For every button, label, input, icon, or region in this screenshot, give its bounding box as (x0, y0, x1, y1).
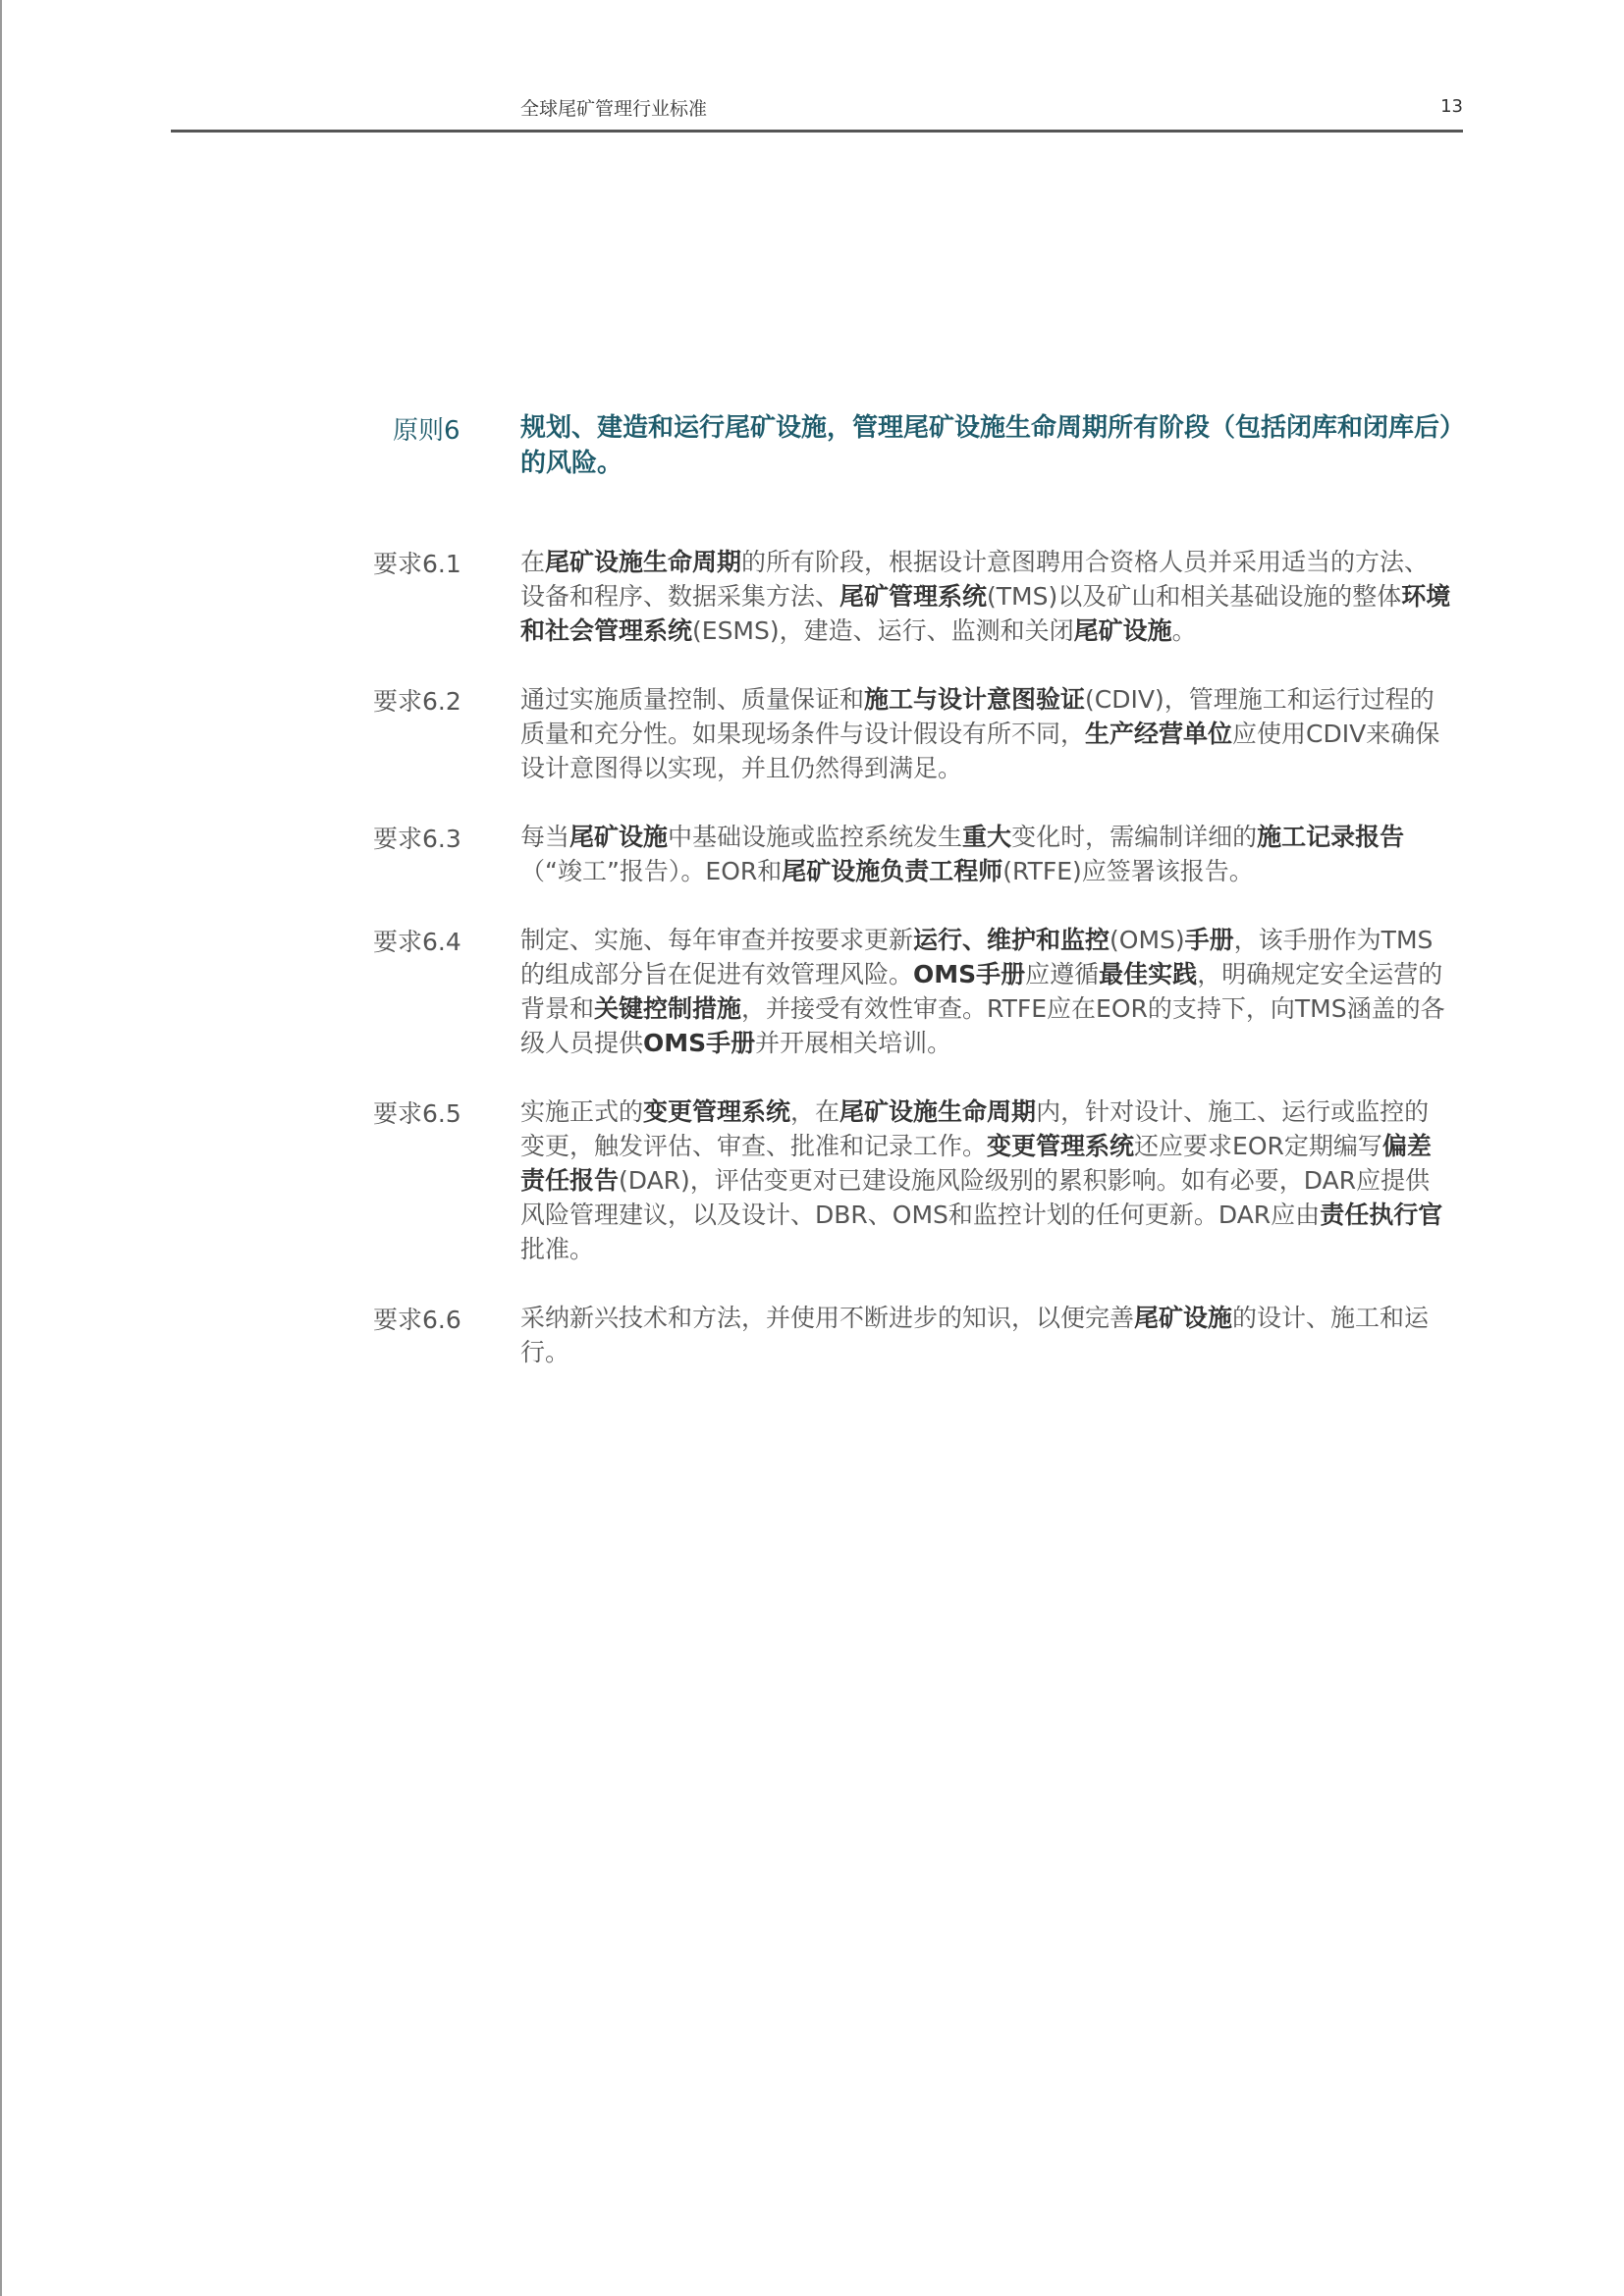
text-run: 变化时，需编制详细的 (1011, 823, 1258, 851)
text-run: 制定、实施、每年审查并按要求更新 (520, 926, 914, 954)
text-run: (CDIV)，管理施工和运行过程的质量和充分性。如果现场条件与设计假设有所不同， (520, 685, 1435, 748)
text-run: (OMS) (1110, 926, 1185, 954)
text-run: （“竣工”报告）。EOR和 (520, 857, 783, 885)
requirement-label: 要求6.5 (373, 1099, 461, 1128)
defined-term: 手册 (1184, 926, 1234, 954)
requirement-text (520, 545, 1453, 648)
text-run: (RTFE)应签署该报告。 (1002, 857, 1254, 885)
requirement-text (520, 1095, 1453, 1266)
text-run: 内，针对设计、施工、运行或监控的变更，触发评估、审查、批准和记录工作。 (520, 1097, 1430, 1160)
defined-term: 偏差责任报告 (520, 1132, 1432, 1195)
text-run: (ESMS)，建造、运行、监测和关闭 (692, 616, 1074, 645)
text-run: 。 (1171, 616, 1197, 645)
defined-term: 变更管理系统 (643, 1097, 791, 1126)
text-run: (TMS)以及矿山和相关基础设施的整体 (987, 582, 1402, 611)
text-run: 每当 (520, 823, 570, 851)
requirement-text (520, 820, 1453, 888)
defined-term: 尾矿设施生命周期 (545, 548, 742, 576)
defined-term: 变更管理系统 (987, 1132, 1135, 1160)
text-run: 实施正式的 (520, 1097, 644, 1126)
requirement-label: 要求6.3 (373, 825, 461, 853)
requirement-label: 要求6.1 (373, 550, 461, 578)
running-title: 全球尾矿管理行业标准 (520, 98, 708, 120)
requirement-text (520, 1301, 1453, 1369)
text-run: 采纳新兴技术和方法，并使用不断进步的知识，以便完善 (520, 1304, 1135, 1332)
defined-term: OMS手册 (643, 1029, 756, 1057)
text-run: 在 (520, 548, 546, 576)
defined-term: OMS手册 (913, 960, 1026, 988)
text-run: 应使用CDIV来确保设计意图得以实现，并且仍然得到满足。 (520, 720, 1440, 782)
defined-term: 尾矿设施 (1134, 1304, 1233, 1332)
defined-term: 最佳实践 (1099, 960, 1198, 988)
requirement-text (520, 923, 1453, 1060)
principle-label: 原则6 (393, 416, 460, 446)
defined-term: 关键控制措施 (594, 994, 742, 1023)
requirement-item (373, 545, 1473, 648)
header-rule (171, 130, 1463, 133)
defined-term: 尾矿设施生命周期 (839, 1097, 1037, 1126)
text-run: 通过实施质量控制、质量保证和 (520, 685, 865, 714)
requirement-item (373, 820, 1473, 888)
defined-term: 责任执行官 (1320, 1201, 1443, 1229)
requirement-label: 要求6.4 (373, 928, 461, 956)
text-run: ，并接受有效性审查。RTFE应在EOR的支持下，向TMS涵盖的各级人员提供 (520, 994, 1445, 1057)
text-run: ，在 (790, 1097, 840, 1126)
defined-term: 环境和社会管理系统 (520, 582, 1451, 645)
page-edge-line (0, 0, 2, 2296)
text-run: 的设计、施工和运行。 (520, 1304, 1430, 1366)
page-header (171, 94, 1463, 133)
defined-term: 重大 (962, 823, 1012, 851)
requirements-list (373, 545, 1473, 1404)
text-run: 应遵循 (1025, 960, 1100, 988)
requirement-text (520, 682, 1453, 785)
requirement-item (373, 1095, 1473, 1266)
defined-term: 尾矿设施 (1073, 616, 1172, 645)
text-run: (DAR)，评估变更对已建设施风险级别的累积影响。如有必要，DAR应提供风险管理建议，以及设计、DBR、OMS和监控计划的任何更新。DAR应由 (520, 1166, 1431, 1229)
text-run: 的所有阶段，根据设计意图聘用合资格人员并采用适当的方法、设备和程序、数据采集方法、 (520, 548, 1430, 611)
requirement-label: 要求6.6 (373, 1306, 461, 1334)
defined-term: 生产经营单位 (1085, 720, 1233, 748)
text-run: 并开展相关培训。 (755, 1029, 952, 1057)
defined-term: 运行、维护和监控 (913, 926, 1110, 954)
requirement-label: 要求6.2 (373, 687, 461, 716)
requirement-item (373, 1301, 1473, 1369)
defined-term: 施工记录报告 (1257, 823, 1405, 851)
page-number: 13 (1440, 96, 1463, 117)
defined-term: 施工与设计意图验证 (864, 685, 1086, 714)
defined-term: 尾矿设施 (569, 823, 669, 851)
defined-term: 尾矿管理系统 (839, 582, 988, 611)
requirement-item (373, 682, 1473, 785)
text-run: ，明确规定安全运营的背景和 (520, 960, 1443, 1023)
text-run: 还应要求EOR定期编写 (1134, 1132, 1382, 1160)
text-run: 中基础设施或监控系统发生 (668, 823, 963, 851)
defined-term: 尾矿设施负责工程师 (782, 857, 1003, 885)
principle-text: 规划、建造和运行尾矿设施，管理尾矿设施生命周期所有阶段（包括闭库和闭库后）的风险。 (520, 413, 1453, 478)
text-run: 批准。 (520, 1235, 595, 1263)
requirement-item (373, 923, 1473, 1060)
text-run: ，该手册作为TMS的组成部分旨在促进有效管理风险。 (520, 926, 1434, 988)
